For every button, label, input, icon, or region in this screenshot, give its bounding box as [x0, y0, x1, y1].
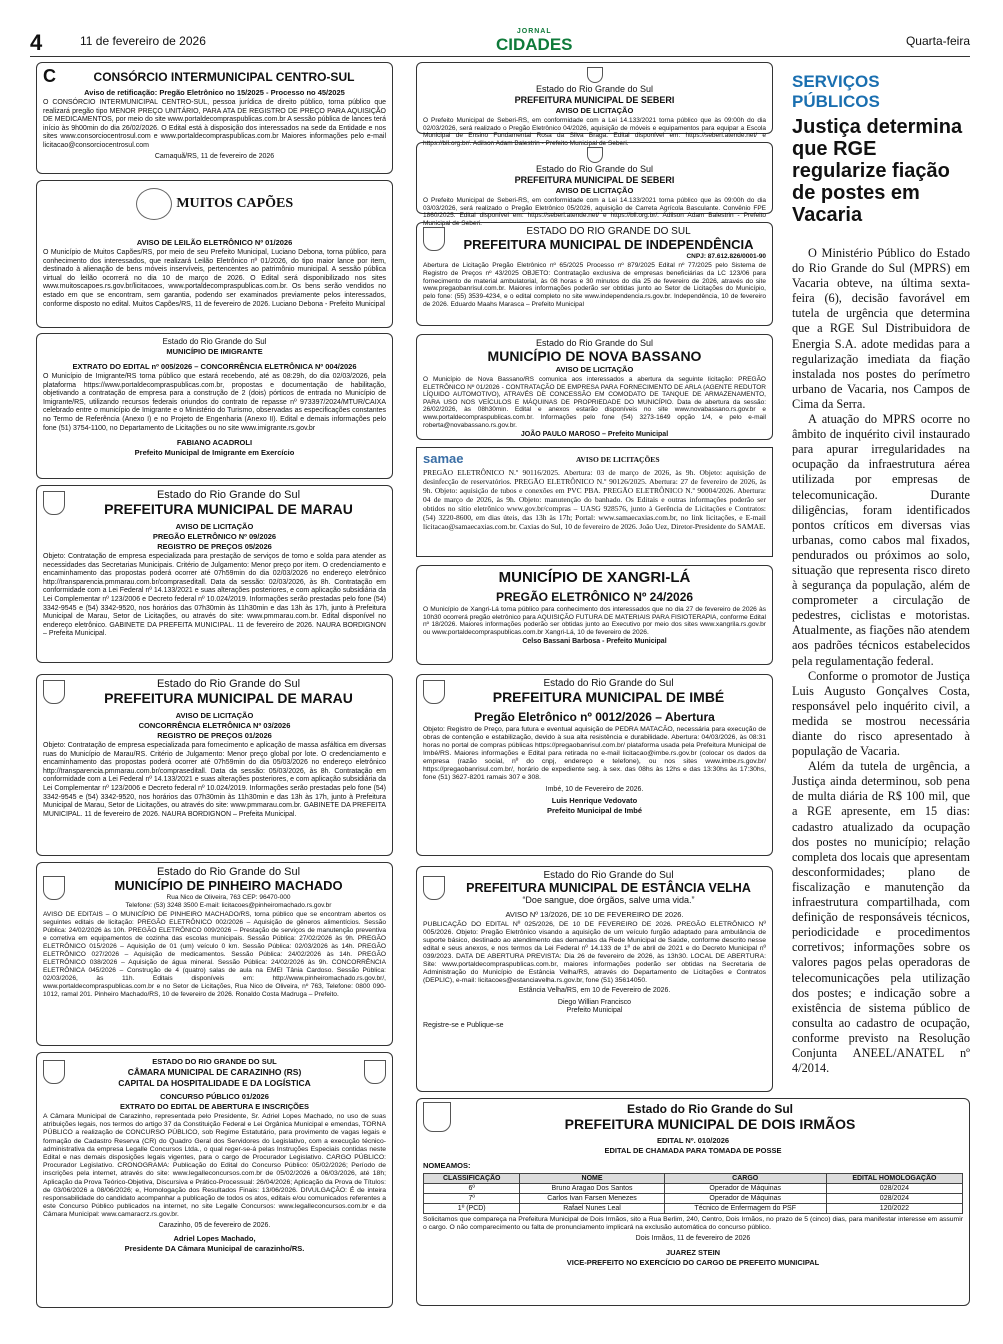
- camara-seal-icon: [364, 1060, 386, 1084]
- notice-label: NOMEAMOS:: [423, 1161, 471, 1170]
- notice-line-2: CONCORRÊNCIA ELETRÔNICA Nº 03/2026: [138, 721, 291, 730]
- notice-title: PREFEITURA MUNICIPAL DE IMBÉ: [492, 689, 725, 705]
- table-body: [424, 1184, 963, 1214]
- notice-signer: FABIANO ACADROLI: [176, 438, 253, 448]
- notice-role: Prefeito Municipal de Imigrante em Exercício: [134, 448, 295, 458]
- pinheiro-crest-icon: [43, 876, 65, 900]
- notice-seberi-1: [416, 62, 773, 147]
- notice-consorcio: [36, 62, 393, 174]
- notice-state: ESTADO DO RIO GRANDE DO SUL: [526, 226, 691, 237]
- notice-title: PREFEITURA MUNICIPAL DE INDEPENDÊNCIA: [463, 237, 754, 252]
- independencia-crest-icon: [423, 227, 445, 251]
- notice-role: Prefeito Municipal de Imbé: [546, 805, 643, 815]
- notice-pinheiro-machado: [36, 862, 393, 1046]
- notice-state: ESTADO DO RIO GRANDE DO SUL: [152, 1057, 277, 1066]
- notice-body: Abertura de Licitação Pregão Eletrônico nº 65/2025 Processo nº 879/2025 Edital nº 77/2025 pelo Sistema de Registro de Preços nº 43/2025 OBJETO: Contratação exclusiva de empresas beneficiárias da LC 123/06 para fornecimento de material ambulatorial, às 08 horas e 30 minutos do dia 25 de fevereiro de 2026, através do site www.pregaobanrisul.com.br. Maiores informações poderão ser obtidas junto ao Setor de Licitações do Município, pelo fone: (55) 3539-4234, e o edital completo no site www.independencia.rs.gov.br. Independência, 10 de fevereiro de 2026. Eduardo Maahs Marasca – Prefeito Municipal: [423, 262, 766, 308]
- notice-signer: JUAREZ STEIN: [665, 1247, 721, 1257]
- notice-title: CONSÓRCIO INTERMUNICIPAL CENTRO-SUL: [93, 69, 355, 84]
- notice-title: MUNICÍPIO DE IMIGRANTE: [166, 347, 263, 356]
- notice-state: Estado do Rio Grande do Sul: [156, 678, 301, 690]
- logo-top-text: JORNAL: [516, 28, 552, 35]
- notice-title: PREFEITURA MUNICIPAL DE MARAU: [104, 690, 353, 706]
- notice-xangri-la: [416, 565, 773, 665]
- notice-title: MUNICÍPIO DE PINHEIRO MACHADO: [114, 878, 343, 893]
- notice-body: PREGÃO ELETRÔNICO N.º 90116/2025. Abertura: 03 de março de 2026, às 9h. Objeto: aquisição de desinfecção de reservatórios. PREGÃO ELETRÔNICO N.º 90126/2025. Abertura: 27 de fevereiro de 2026, às 9h. Objeto: aquisição de tubos e conexões em PVC PBA. PREGÃO ELETRÔNICO N.º 90004/2026. Abertura: 04 de março de 2026, às 9h. Objeto: manutenção do banhado. Os Editais e outras informações poderão ser obtidos no sítio eletrônico www.gov.br/compras – UASG 928576, junto à Gerência de Licitações e Contratos: (54) 3220-8600, em dias úteis, das 13h às 17h; Portal: www.samaecaxias.com.br, no link licitações, e E-mail licitacao@samaecaxias.com.br. Caxias do Sul, 10 de fevereiro de 2026. João Uez, Diretor-Presidente do SAMAE.: [423, 468, 766, 531]
- notice-title: PREFEITURA MUNICIPAL DE MARAU: [104, 501, 353, 517]
- table-row: [424, 1184, 963, 1194]
- notice-marau-2: [36, 674, 393, 856]
- masthead-weekday: Quarta-feira: [905, 34, 970, 48]
- table-header-row: [424, 1174, 963, 1184]
- notice-body: O Município de Nova Bassano/RS comunica aos interessados a abertura da seguinte licitação: PREGÃO ELETRÔNICO Nº 01/2026 - CONTRATAÇÃO DE EMPRESA PARA FORNECIMENTO DE ARLA (AGENTE REDUTOR LÍQUIDO AUTOMOTIVO), ATRAVÉS DE CONCESSÃO EM COMODATO DE TANQUE DE ARMAZENAMENTO, PARA USO NOS VEÍCULOS E MÁQUINAS DE PROPRIEDADE DO MUNICÍPIO. Data de abertura da sessão: 26/02/2026, às 08h30min. Edital e anexos estarão disponíveis no site www.novabassano.rs.gov.br e www.portaldecompraspublicas.com.br. Informações pelo fone (54) 3273-1649 opção 1/4, e pelo e-mail roberta@novabassano.rs.gov.br.: [423, 376, 766, 429]
- carazinho-crest-icon: [43, 1060, 65, 1084]
- muitos-capoes-crest-icon: [136, 188, 172, 220]
- notice-motto: “Doe sangue, doe órgãos, salve uma vida.”: [522, 895, 695, 905]
- notice-body: Objeto: Contratação de empresa especializada para fornecimento e aplicação de massa asfáltica em diversas ruas do Município de Marau/RS. Critério de Julgamento: Menor preço global por lote. O credenciamento e encaminhamento das propostas poderá ocorrer até 07h59min do dia 05/03/2026 no endereço eletrônico http://transparencia.pmmarau.com.br/compraseditall. Data da sessão: 05/03/2026, às 8h. Contratação em conformidade com a Lei Federal nº 14.133/2021 e suas alterações posteriores, e com aplicação subsidiária da Lei Complementar nº 123/2006 e Decreto federal nº 10.024/2019. Informações serão prestadas pelo fone (54) 3342-9545 e (54) 3342-9520, nos horários das 07h30min às 11h30min e das 13h às 17h, junto à Prefeitura Municipal de Marau, Setor de Licitações, ou através do site: www.pmmarau.com.br. GABINETE DA PREFEITA MUNICIPAL. 11 de fevereiro de 2026. NAURA BORDIGNON – Prefeita Municipal.: [43, 742, 387, 818]
- table-row: [424, 1204, 963, 1214]
- table-cell: 1º (PCD): [424, 1204, 520, 1214]
- notice-body: O Prefeito Municipal de Seberi-RS, em conformidade com a Lei 14.133/2021 torna público que às 09:00h do dia 02/03/2026, será realizado o Pregão Eletrônico 04/2026, aquisição de móveis e equipamentos para equipar a Escola Municipal de Ensino Fundamental Rosa da Silva Braga. Edital disponível em: https://seberi.atende.net/ e https://bll.org.br/. Adilson Adam Balestrin - Prefeito Municipal de Seberi.: [423, 117, 766, 147]
- notice-state: Estado do Rio Grande do Sul: [535, 164, 654, 174]
- article: [792, 72, 970, 1076]
- notice-title: PREFEITURA MUNICIPAL DE ESTÂNCIA VELHA: [466, 881, 751, 895]
- notice-heading: AVISO DE LICITAÇÃO: [555, 365, 634, 374]
- notice-state: Estado do Rio Grande do Sul: [535, 84, 654, 94]
- notice-title: MUNICÍPIO DE NOVA BASSANO: [487, 348, 702, 364]
- page-number: 4: [30, 30, 43, 55]
- notice-body: PUBLICAÇÃO DO EDITAL Nº 025/2026, DE 10 DE FEVEREIRO DE 2026. PREGÃO ELETRÔNICO Nº 005/2026. Objeto: Pregão Eletrônico visando a aquisição de um veículo furgão adaptado para ambulância de suporte básico, destinado ao atendimento das demandas da Rede Municipal de Saúde, conforme descrito nesse edital e seus anexos, e nos termos da Lei Federal nº 14.133 de 1º de abril de 2021 e do Decreto Municipal nº 039/2023. DATA DE ABERTURA PREVISTA: Dia 26 de fevereiro de 2026, às 13h30. LOCAL DE ABERTURA: Site: www.portaldecompraspublicas.com.br, maiores informações poderão ser obtidas na Secretaria de Administração do Município de Estância Velha/RS, através do Departamento de Licitações e Contratos (DEPLIC), e-mail: licitacoes@estanciavelha.rs.gov.br, fone (51) 35614050.: [423, 921, 766, 984]
- article-section: SERVIÇOS PÚBLICOS: [792, 72, 880, 111]
- notice-heading: AVISO DE LICITAÇÕES: [575, 454, 660, 464]
- notice-body: O Município de Xangri-Lá torna público para conhecimento dos interessados que no dia 27 de fevereiro de 2026 às 10h30 ocorrerá pregão eletrônico para AQUISIÇÃO FUTURA DE MATERIAIS PARA FISIOTERAPIA, conforme Edital nº 18/2026. Maiores informações poderão ser obtidas junto ao Executivo por meio dos sites www.xangrila.rs.gov.br ou www.portaldecompraspublicas.com.br Xangri-Lá, 10 de fevereiro de 2026.: [423, 606, 766, 636]
- marau-crest-icon: [43, 491, 65, 515]
- notice-title: PREFEITURA MUNICIPAL DE SEBERI: [514, 175, 675, 185]
- notice-title: AVISO DE LEILÃO ELETRÔNICO Nº 01/2026: [136, 238, 293, 247]
- notice-footer: Registre-se e Publique-se: [423, 1021, 504, 1029]
- notice-body: O CONSÓRCIO INTERMUNICIPAL CENTRO-SUL, pessoa jurídica de direito público, torna público que realizará pregão tipo MENOR PREÇO UNITÁRIO, PARA ATA DE REGISTRO DE PREÇO PARA AQUISIÇÃO DE MEDICAMENTOS, por meio do site www.portaldecompraspublicas.com.br A sessão pública de lances terá início às 9h00min do dia 26/02/2026. O Edital está à disposição dos interessados na sede da Entidade e nos sites www.consorciocentrosul.com e www.portaldecompraspublicas.com.br Maiores informações pelo e-mail licitacao@consorciocentrosul.com: [43, 99, 386, 149]
- table-cell: 120/2022: [826, 1204, 962, 1214]
- notice-subtitle: CAPITAL DA HOSPITALIDADE E DA LOGÍSTICA: [118, 1078, 311, 1088]
- article-paragraph: Conforme o promotor de Justiça Luis Augusto Gonçalves Costa, responsável pelo inquérito civil, a medida se mostrou necessária diante do risco apresentado à população de Vacaria.: [792, 668, 970, 759]
- notice-title: MUNICÍPIO DE XANGRI-LÁ: [498, 569, 691, 586]
- notice-state: Estado do Rio Grande do Sul: [535, 338, 654, 348]
- notice-imbe: [416, 674, 773, 856]
- notice-signature: Camaquã/RS, 11 de fevereiro de 2026: [154, 152, 275, 160]
- table-cell: Técnico de Enfermagem do PSF: [664, 1204, 826, 1214]
- notice-signature: Celso Bassani Barbosa - Prefeito Municipal: [522, 638, 667, 646]
- notice-state: Estado do Rio Grande do Sul: [162, 337, 267, 346]
- notice-subtitle: Pregão Eletrônico nº 0012/2026 – Abertura: [474, 710, 715, 724]
- notice-line-3: REGISTRO DE PREÇOS 05/2026: [157, 542, 272, 551]
- notice-line-1: EDITAL Nº. 010/2026: [656, 1136, 730, 1145]
- table-cell: Operador de Máquinas: [664, 1184, 826, 1194]
- table-cell: Rafael Nunes Leal: [520, 1204, 664, 1214]
- table-cell: 7º: [424, 1194, 520, 1204]
- notice-phone: Telefone: (53) 3248 3500 E-mail: licitacoes@pinheiromachado.rs.gov.br: [125, 902, 332, 909]
- article-paragraph: A atuação do MPRS ocorre no âmbito de inquérito civil instaurado para apurar irregularidades na ocupação da infraestrutura aérea utilizada por empresas de telecomunicação. Durante diligências, foram identificados pontos críticos em diversas vias urbanas, como cabos mal fixados, pendurados ou próximos ao solo, situação que representa risco direto à segurança da população, além de comprometer a circulação de pedestres, ciclistas e motoristas. Atualmente, as fiações não atendem aos padrões técnicos estabelecidos pela regulamentação federal.: [792, 412, 970, 668]
- notice-line-2: EXTRATO DO EDITAL DE ABERTURA E INSCRIÇÕES: [120, 1102, 309, 1111]
- notice-role: Prefeito Municipal: [566, 1007, 623, 1015]
- muitos-capoes-logo: MUITOS CAPÕES: [176, 196, 294, 211]
- imbe-crest-icon: [423, 680, 445, 704]
- notice-body: Objeto: Contratação de empresa especializada para prestação de serviços de torno e solda para atender as necessidades das Secretarias Municipais. Critério de Julgamento: Menor preço por item. O credenciamento e encaminhamento das propostas poderá ocorrer até 07h59min do dia 02/03/2026 no endereço eletrônico http://transparencia.pmmarau.com.br/compraseditall. Data da sessão: 02/03/2026, às 8h. Contratação em conformidade com a Lei Federal nº 14.133/2021 e suas alterações posteriores, e com aplicação subsidiária da Lei Complementar nº 123/2006 e Decreto federal nº 10.024/2019. Informações serão prestadas pelo fone (54) 3342-9545 e (54) 3342-9520, nos horários das 07h30min às 11h30min e das 13h às 17h, junto à Prefeitura Municipal de Marau, Setor de Licitações, ou através do site: www.pmmarau.com.br. Edital disponível no endereço eletrônico. GABINETE DA PREFEITA MUNICIPAL. 11 de fevereiro de 2026. NAURA BORDIGNON – Prefeita Municipal.: [43, 553, 386, 638]
- article-paragraph: O Ministério Público do Estado do Rio Grande do Sul (MPRS) em Vacaria obteve, na última sexta-feira (6), decisão favorável em tutela de urgência que determina que a RGE Sul Distribuidora de Energia S.A. adote medidas para a regularização imediata da fiação instalada nos postes do perímetro urbano de Vacaria, nos Campos de Cima da Serra.: [792, 246, 970, 411]
- seberi-crest-icon: [587, 67, 603, 83]
- notice-title: PREFEITURA MUNICIPAL DE DOIS IRMÃOS: [564, 1116, 856, 1132]
- notice-title: PREFEITURA MUNICIPAL DE SEBERI: [514, 95, 675, 105]
- notice-seberi-2: [416, 142, 773, 227]
- table-cell: 028/2024: [826, 1184, 962, 1194]
- estancia-crest-icon: [423, 876, 445, 900]
- notice-signer: Diego Willian Francisco: [557, 998, 632, 1006]
- notice-address: Rua Nico de Oliveira, 763 CEP: 96470-000: [166, 894, 291, 901]
- table-cell: 6º: [424, 1184, 520, 1194]
- notice-imigrante: [36, 333, 393, 479]
- table-cell: Bruno Aragao Dos Santos: [520, 1184, 664, 1194]
- table-header-cell: CLASSIFICAÇÃO: [424, 1174, 520, 1184]
- table-header-cell: EDITAL HOMOLOGAÇÃO: [826, 1174, 962, 1184]
- notice-state: Estado do Rio Grande do Sul: [156, 866, 301, 878]
- newspaper-logo: [496, 28, 573, 54]
- table-header-cell: NOME: [520, 1174, 664, 1184]
- notice-role: VICE-PREFEITO NO EXERCÍCIO DO CARGO DE PREFEITO MUNICIPAL: [566, 1257, 820, 1267]
- notice-body: O Município de Muitos Capões/RS, por meio de seu Prefeito Municipal, Luciano Debona, torna público, para conhecimento dos interessados, que realizará Leilão Eletrônico nº 01/2026, do tipo maior lance por item, destinado à alienação de bens móveis inservíveis, pertencentes ao patrimônio municipal. A sessão pública virtual do leilão ocorrerá no dia 10 de março de 2026. O Edital será disponibilizado nos sites www.muitoscapoes.rs.gov.br/licitacoes, www.portaldecompraspublicas.com.br. Os bens serão vendidos no estado em que se encontram, sem garantia, podendo ser examinados previamente pelos interessados, conforme disposto no edital. Muitos Capões/RS, 11 de fevereiro de 2026. Luciano Debona - Prefeito Municipal: [43, 249, 386, 308]
- notice-role: Presidente DA Câmara Municipal de carazinho/RS.: [124, 1244, 305, 1254]
- notice-signer: Luis Henrique Vedovato: [551, 795, 638, 805]
- masthead-date: 11 de fevereiro de 2026: [80, 34, 206, 48]
- notice-signature: JOÃO PAULO MAROSO – Prefeito Municipal: [520, 431, 669, 439]
- notice-date: Estância Velha/RS, em 10 de Fevereiro de 2026.: [518, 987, 671, 994]
- nomination-table: [423, 1173, 963, 1214]
- notice-body: Objeto: Registro de Preço, para futura e eventual aquisição de PEDRA MATACÃO, necessária para execução de obras de contenção e estabilização, devido à sua alta resistência e durabilidade. Abertura: 04/03/2026, às 08:31 horas no portal de compras públicas https://pregaobanrisul.com.br/ plataforma usada pela Prefeitura Municipal de Imbé/RS. Maiores informações e Edital para retirada no e-mail licitacao@imbe.rs.gov.br (colocar os dados da empresa (razão social, nº do cnpj, endereço e telefone), ou nos sites www.imbe.rs.gov.br/ https://pregaobanrisul.com.br/, horário de expediente seg. à sex. das 08hs às 12hs e das 13:30hs às 17:30hs, fone (51) 3627-8201 ramais 307 e 308.: [423, 726, 766, 781]
- notice-line-1: CONCURSO PÚBLICO 01/2026: [160, 1092, 269, 1101]
- notice-line-3: REGISTRO DE PREÇOS 01/2026: [157, 731, 272, 740]
- table-cell: Carlos Ivan Farsen Menezes: [520, 1194, 664, 1204]
- notice-nova-bassano: [416, 334, 773, 440]
- consorcio-logo-icon: C: [43, 66, 56, 86]
- notice-date: Imbé, 10 de Fevereiro de 2026.: [545, 786, 644, 793]
- notice-marau-1: [36, 485, 393, 663]
- logo-main-text: CIDADES: [496, 35, 573, 54]
- notice-title: CÂMARA MUNICIPAL DE CARAZINHO (RS): [127, 1067, 302, 1077]
- notice-heading: AVISO DE LICITAÇÃO: [555, 186, 634, 195]
- table-header-cell: CARGO: [664, 1174, 826, 1184]
- notice-body: A Câmara Municipal de Carazinho, representada pelo Presidente, Sr. Adriel Lopes Machado, no uso de suas atribuições legais, nos termos do artigo 37 da Constituição Federal e Lei Orgânica Municipal e emendas, TORNA PÚBLICO a realização de CONCURSO PÚBLICO, sob Regime Estatutário, para provimento de vagas legais e formação de Cadastro Reserva (CR) do Quadro Geral dos Servidores do Legislativo, com a execução técnico-administrativa da empresa Legalle Concursos Ltda., o qual reger-se-á pelas Instruções Especiais contidas neste Edital e nas demais disposições legais vigentes, para o cargo de Procurador Legislativo. CARGO PÚBLICO: Procurador Legislativo. CRONOGRAMA: Publicação do Edital do Concurso Público: 05/02/2026; Período de inscrições pela internet, através do site: www.legalleconcursos.com.br de 05/02/2026 a 06/03/2026, até 18h; Aplicação da Prova Teórico-Objetiva, Discursiva e Prático-Processual: 26/04/2026; Aplicação da Prova de Títulos: de 03/06/2026 a 08/06/2026; e, Homologação dos Resultados Finais: 13/06/2026. DIVULGAÇÃO: É de inteira responsabilidade do candidato acompanhar a publicação de todos os atos, editais e/ou comunicados referentes a este Concurso Público publicados na internet, no site Legalle Concursos: www.legalleconcursos.com.br e da Câmara Municipal: www.camaracrz.rs.gov.br.: [43, 1113, 386, 1219]
- article-headline: Justiça determina que RGE regularize fiação de postes em Vacaria: [792, 116, 963, 226]
- dois-irmaos-crest-icon: [423, 1102, 451, 1132]
- notice-state: Estado do Rio Grande do Sul: [626, 1102, 793, 1116]
- notice-state: Estado do Rio Grande do Sul: [543, 870, 674, 881]
- notice-subtitle: PREGÃO ELETRÔNICO Nº 24/2026: [495, 590, 694, 604]
- notice-carazinho: [36, 1052, 393, 1308]
- notice-dois-irmaos: [416, 1098, 970, 1306]
- notice-body: AVISO DE EDITAIS – O MUNICÍPIO DE PINHEIRO MACHADO/RS, torna público que se encontram abertos os seguintes editais de licitação: PREGÃO ELETRÔNICO 002/2026 – Aquisição de gêneros alimentícios. Sessão Pública: 24/02/2026 às 10h. PREGÃO ELETRÔNICO 009/2026 – Prestação de serviços de manutenção preventiva e corretiva em equipamentos de cozinha das escolas municipais. Sessão Pública: 27/02/2026 às 9h. PREGÃO ELETRÔNICO 015/2026 – Aquisição de 01 (um) veículo 0 km. Sessão Pública: 02/03/2026 às 14h. PREGÃO ELETRÔNICO 027/2026 – Aquisição de medicamentos. Sessão Pública: 24/02/2026 às 14h. PREGÃO ELETRÔNICO 038/2026 – Aquisição de água mineral. Sessão Pública: 24/02/2026 às 9h. CONCORRÊNCIA ELETRÔNICA 045/2026 – Construção de 4 (quatro) salas de aula na EMEI Tânia Cardoso. Sessão Pública: 02/03/2026, às 11h. Editais disponíveis em: http://www.pinheiromachado.rs.gov.br/, www.portaldecompraspublicas.com.br e no Setor de Licitações, Rua Nico de Oliveira, nº 763, Telefone: 0800 090-1012, ramal 201. Pinheiro Machado/RS, 10 de fevereiro de 2026. Ronaldo Costa Madruga – Prefeito.: [43, 911, 386, 998]
- notice-estancia-velha: [416, 866, 773, 1092]
- notice-body: Solicitamos que compareça na Prefeitura Municipal de Dois Irmãos, sito a Rua Berlim, 240, Centro, Dois Irmãos, no prazo de 5 (cinco) dias, para manifestar interesse em assumir o cargo. O não comparecimento ou falta de pronunciamento implicará na exclusão automática do concurso público.: [423, 1216, 963, 1231]
- notice-line-2: EDITAL DE CHAMADA PARA TOMADA DE POSSE: [604, 1146, 782, 1155]
- article-paragraph: Além da tutela de urgência, a Justiça ainda determinou, sob pena de multa diária de R$ 100 mil, que a RGE apresente, em 15 dias: cadastro atualizado da ocupação dos postes no município; relação completa dos locais que apresentam desconformidades; plano de fiscalização e manutenção da infraestrutura compartilhada, com definição de responsáveis técnicos, periodicidade e procedimentos corretivos; informações sobre os valores pagos pelas operadoras de telecomunicações pela utilização dos postes; e indicação sobre a existência de sistema público de consulta ao cadastro de ocupação, conforme previsto na Resolução Conjunta ANEEL/ANATEL nº 4/2014.: [792, 759, 970, 1076]
- table-cell: Operador de Máquinas: [664, 1194, 826, 1204]
- samae-logo: samae: [423, 451, 464, 466]
- notice-signer: Adriel Lopes Machado,: [173, 1234, 256, 1244]
- notice-line-2: PREGÃO ELETRÔNICO Nº 09/2026: [152, 532, 277, 541]
- notice-heading: EXTRATO DO EDITAL nº 005/2026 – CONCORRÊNCIA ELETRÔNICA Nº 004/2026: [72, 362, 357, 371]
- notice-heading: AVISO Nº 13/2026, DE 10 DE FEVEREIRO DE 2026.: [505, 910, 684, 919]
- notice-heading: AVISO DE LICITAÇÃO: [555, 106, 634, 115]
- notice-body: O Prefeito Municipal de Seberi-RS, em conformidade com a Lei 14.133/2021 torna público que às 09:00h do dia 03/03/2026, será realizado o Pregão Eletrônico 05/2026, aquisição de Carreta Agrícola Basculante. Convênio FPE 1860/2025. Edital disponível em: https://seberi.atende.net/ e https://bll.org.br/. Adilson Adam Balestrin - Prefeito Municipal de Seberi.: [423, 197, 766, 227]
- notice-independencia: [416, 222, 773, 326]
- notice-line-1: AVISO DE LICITAÇÃO: [175, 711, 254, 720]
- table-row: [424, 1194, 963, 1204]
- notice-subtitle: Aviso de retificação: Pregão Eletrônico no 15/2025 - Processo no 45/2025: [84, 88, 345, 97]
- notice-date: Dois Irmãos, 11 de fevereiro de 2026: [635, 1235, 751, 1242]
- masthead: [30, 30, 970, 57]
- notice-state: Estado do Rio Grande do Sul: [156, 489, 301, 501]
- notice-samae: [416, 447, 773, 557]
- notice-muitos-capoes: [36, 180, 393, 328]
- notice-state: Estado do Rio Grande do Sul: [543, 678, 674, 689]
- seberi-crest-icon: [587, 147, 603, 163]
- notice-date: Carazinho, 05 de fevereiro de 2026.: [158, 1221, 271, 1229]
- notice-body: O Município de Imigrante/RS torna público que estará recebendo, até as 08:29h, do dia 02/03/2026, pela plataforma https://www.portaldecompraspublicas.com.br, propostas e documentação de habilitação, objetivando a contratação de empresa para a construção de 2 (dois) pórticos de entrada no Município de Imigrante/RS, utilizando recursos federais oriundos do contrato de repasse nº 973397/2024/MTUR/CAIXA celebrado entre o município de Imigrante e o Ministério do Turismo, observadas as especificações constantes no Termo de Referência (Anexo I) e no Projeto de Engenharia (Anexo II). Edital e demais informações pelo fone (51) 3754-1100, no Departamento de Licitações ou no site www.imigrante.rs.gov.br: [43, 373, 386, 432]
- table-cell: 028/2024: [826, 1194, 962, 1204]
- notice-line-1: AVISO DE LICITAÇÃO: [175, 522, 254, 531]
- marau-crest-icon: [43, 680, 65, 704]
- notice-cnpj: CNPJ: 87.612.826/0001-90: [686, 253, 766, 260]
